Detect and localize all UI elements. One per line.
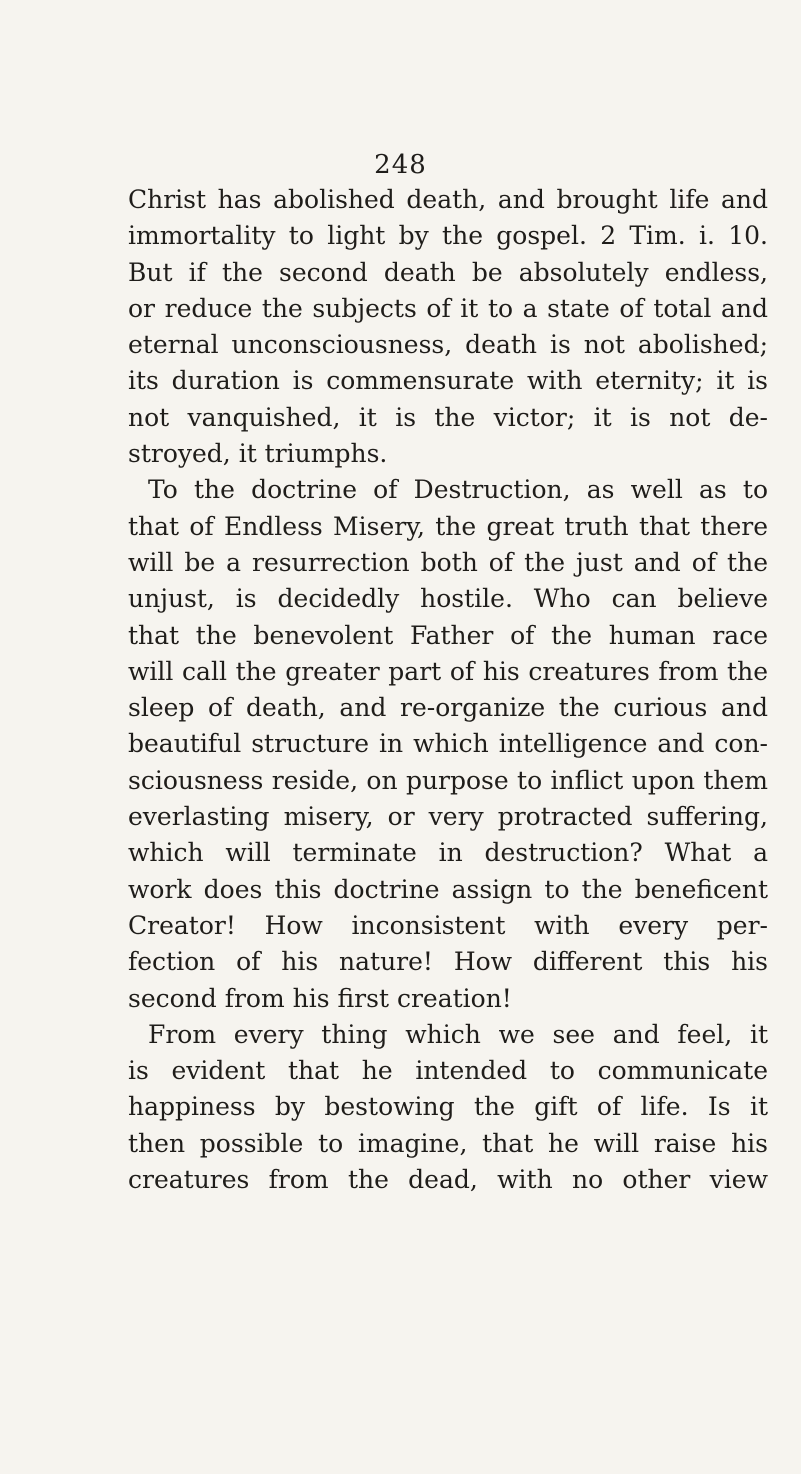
text-line: From every thing which we see and feel, it <box>148 1019 768 1049</box>
body-text <box>128 182 768 1198</box>
text-line: But if the second death be absolutely endless, <box>128 257 768 287</box>
text-line: stroyed, it triumphs. <box>128 439 388 469</box>
text-line: that the benevolent Father of the human race <box>128 620 768 650</box>
text-line: or reduce the subjects of it to a state of total and <box>128 293 768 323</box>
text-line: fection of his nature! How different this his <box>128 947 768 977</box>
text-line: Creator! How inconsistent with every per- <box>128 910 768 940</box>
text-line: second from his first creation! <box>128 983 512 1013</box>
text-line: happiness by bestowing the gift of life. Is it <box>128 1092 768 1122</box>
text-line: sleep of death, and re-organize the curious and <box>128 693 768 723</box>
text-line: will call the greater part of his creatures from the <box>128 656 768 686</box>
page-number: 248 <box>374 150 427 180</box>
text-line: immortality to light by the gospel. 2 Tim. i. 10. <box>128 221 768 251</box>
text-line: To the doctrine of Destruction, as well as to <box>148 475 768 505</box>
text-line: Christ has abolished death, and brought life and <box>128 185 768 214</box>
text-line: is evident that he intended to communicate <box>128 1056 768 1086</box>
text-line: everlasting misery, or very protracted suffering, <box>128 802 768 832</box>
text-line: unjust, is decidedly hostile. Who can believe <box>128 584 768 614</box>
text-line: its duration is commensurate with eternity; it is <box>128 366 768 396</box>
text-line: then possible to imagine, that he will raise his <box>128 1128 768 1158</box>
text-line: creatures from the dead, with no other view <box>128 1165 768 1195</box>
text-line: which will terminate in destruction? What a <box>128 838 768 868</box>
text-line: sciousness reside, on purpose to inflict upon them <box>128 765 768 795</box>
text-line: beautiful structure in which intelligence and con- <box>128 729 768 759</box>
text-line: that of Endless Misery, the great truth that there <box>128 511 768 541</box>
text-line: eternal unconsciousness, death is not abolished; <box>128 330 768 360</box>
text-line: work does this doctrine assign to the beneficent <box>128 874 768 904</box>
text-line: will be a resurrection both of the just and of the <box>128 547 768 577</box>
text-line: not vanquished, it is the victor; it is not de- <box>128 402 768 432</box>
